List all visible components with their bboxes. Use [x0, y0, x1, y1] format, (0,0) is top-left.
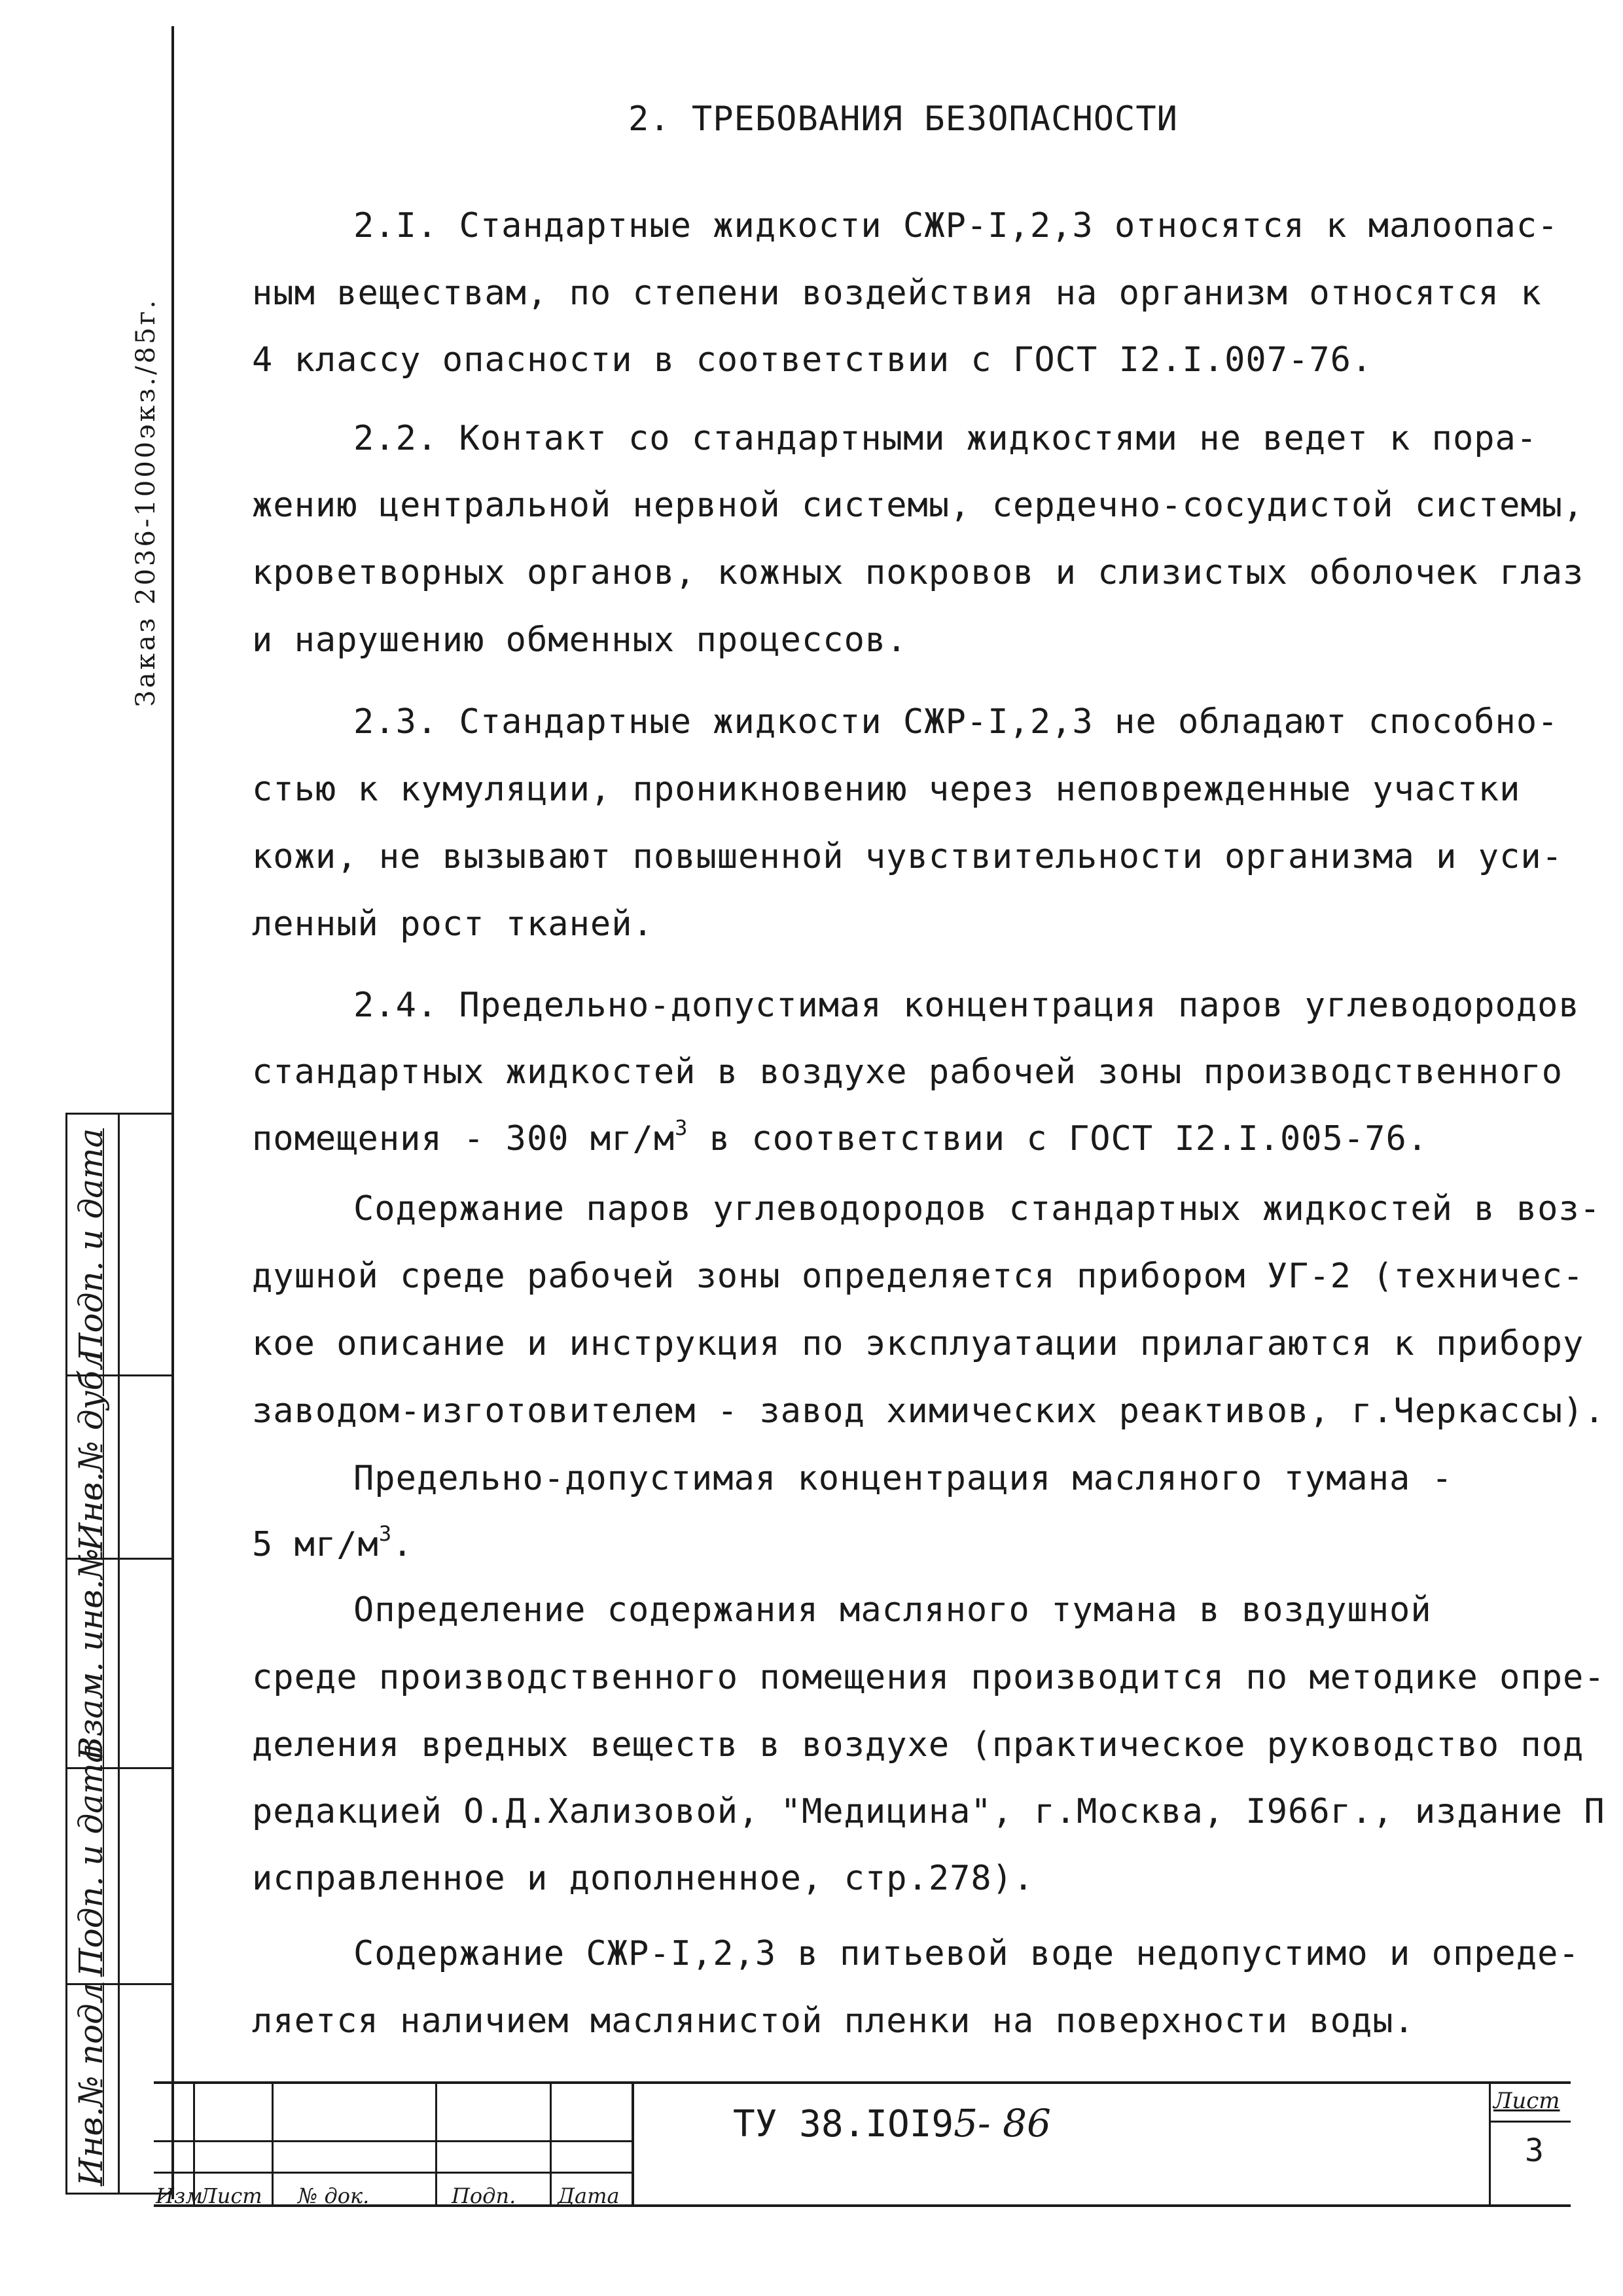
text-line: кроветворных органов, кожных покровов и слизистых оболочек глаз — [252, 553, 1584, 592]
caption-doc-no: № док. — [298, 2183, 370, 2208]
text-line: 5 $мг/м^3$. — [252, 1521, 414, 1564]
text-line: исправленное и дополненное, стр.278). — [252, 1859, 1035, 1898]
text-line: 2.3. Стандартные жидкости СЖР-I,2,3 не обладают способно- — [353, 702, 1559, 742]
caption-signature: Подп. — [452, 2183, 516, 2208]
caption-change: Изм — [156, 2183, 203, 2208]
text-line: заводом-изготовителем - завод химических реактивов, г.Черкассы). — [252, 1391, 1605, 1431]
text-line: кожи, не вызывают повышенной чувствительности организма и уси- — [252, 837, 1563, 876]
caption-date: Дата — [558, 2183, 620, 2208]
text-line: Определение содержания масляного тумана в воздушной — [353, 1590, 1432, 1630]
text-line: стью к кумуляции, проникновению через неповрежденные участки — [252, 770, 1521, 809]
sheet-label: Лист — [1493, 2088, 1560, 2114]
text-line: 2.4. Предельно-допустимая концентрация паров углеводородов — [353, 986, 1580, 1025]
text-line: 4 классу опасности в соответствии с ГОСТ I2.I.007-76. — [252, 340, 1373, 380]
text-line: помещения - 300 $мг/м^3$ в соответствии с ГОСТ I2.I.005-76. — [252, 1115, 1429, 1158]
text-line: душной среде рабочей зоны определяется прибором УГ-2 (техничес- — [252, 1257, 1584, 1296]
text-line: деления вредных веществ в воздухе (практическое руководство под — [252, 1725, 1584, 1765]
text-line: жению центральной нервной системы, сердечно-сосудистой системы, — [252, 486, 1584, 525]
sheet-number: 3 — [1525, 2132, 1544, 2169]
section-heading: 2. ТРЕБОВАНИЯ БЕЗОПАСНОСТИ — [628, 99, 1178, 139]
caption-sheet: Лист — [200, 2183, 262, 2208]
margin-label-signature-date-2: Подп. и дата — [72, 1743, 110, 1977]
text-line: ным веществам, по степени воздействия на организм относятся к — [252, 274, 1542, 313]
margin-label-signature-date: Подп. и дата — [72, 1128, 110, 1361]
text-line: стандартных жидкостей в воздухе рабочей зоны производственного — [252, 1052, 1563, 1092]
text-line: Предельно-допустимая концентрация масляного тумана - — [353, 1459, 1453, 1498]
text-line: Содержание паров углеводородов стандартных жидкостей в воз- — [353, 1189, 1601, 1229]
text-line: 2.I. Стандартные жидкости СЖР-I,2,3 относятся к малоопас- — [353, 206, 1559, 245]
text-line: ляется наличием маслянистой пленки на поверхности воды. — [252, 2001, 1415, 2041]
text-line: 2.2. Контакт со стандартными жидкостями не ведет к пора- — [353, 419, 1538, 458]
text-line: кое описание и инструкция по эксплуатации прилагаются к прибору — [252, 1324, 1584, 1363]
document-number-handwritten: 5- 86 — [954, 2101, 1051, 2145]
order-stamp: Заказ 2036-1000экз./85г. — [131, 297, 161, 707]
margin-label-replacement-inv: Взам. инв.№ — [72, 1548, 110, 1761]
margin-label-duplicate-inv: Инв.№ дубл — [72, 1350, 110, 1551]
text-line: редакцией О.Д.Хализовой, "Медицина", г.Москва, I966г., издание П — [252, 1792, 1605, 1831]
text-line: среде производственного помещения производится по методике опре- — [252, 1658, 1605, 1697]
margin-label-original-inv: Инв.№ подл — [72, 1982, 110, 2186]
text-line: и нарушению обменных процессов. — [252, 620, 908, 660]
document-number: ТУ 38.IOI95- 86 — [733, 2101, 1051, 2145]
text-line: ленный рост тканей. — [252, 905, 654, 944]
text-line: Содержание СЖР-I,2,3 в питьевой воде недопустимо и опреде- — [353, 1934, 1580, 1973]
